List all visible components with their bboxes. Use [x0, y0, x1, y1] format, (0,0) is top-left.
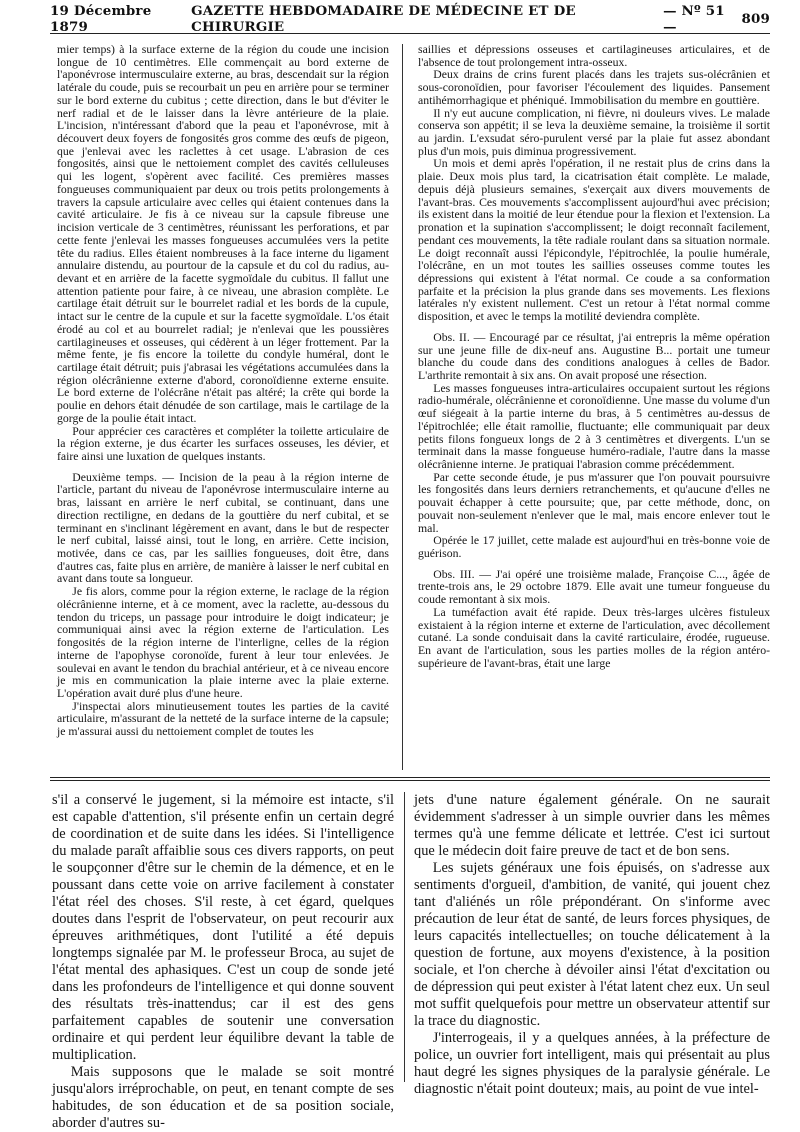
observation-heading-paragraph: Obs. II. — Encouragé par ce résultat, j'ai entrepris la même opération sur une jeune fille de dix-neuf ans. Augustine B... portait une tumeur blanche du coude dans des conditions analogues à celles de Bador. L'arthrite remontait à six ans. On avait proposé une résection.	[418, 330, 770, 382]
paragraph: Pour apprécier ces caractères et compléter la toilette articulaire de la région externe, je dus écarter les surfaces osseuses, les dévier, et faire ainsi une luxation de quelques instants.	[57, 424, 389, 463]
upper-right-column	[418, 44, 770, 671]
paragraph: Il n'y eut aucune complication, ni fièvre, ni douleurs vives. Le malade conserva son appétit; il se leva la deuxième semaine, la troisième il sortit au jardin. L'exsudat séro-purulent versé par la plaie fut assez abondant plus d'un mois, puis diminua progressivement.	[418, 106, 770, 158]
journal-title: GAZETTE HEBDOMADAIRE DE MÉDECINE ET DE CHIRURGIE	[191, 3, 576, 35]
paragraph: saillies et dépressions osseuses et cartilagineuses articulaires, et de l'absence de tout prolongement intra-osseux.	[418, 43, 770, 69]
paragraph: Deux drains de crins furent placés dans les trajets sus-olécrânien et sous-coronoïdien, pour favoriser l'écoulement des liquides. Pansement antihémorrhagique et phéniqué. Immobilisation du membre en gouttière.	[418, 68, 770, 107]
paragraph: Un mois et demi après l'opération, il ne restait plus de crins dans la plaie. Deux mois plus tard, la cicatrisation était complète. Le malade, depuis déjà plusieurs semaines, s'exerçait aux divers mouvements de l'avant-bras. Ces mouvements s'accomplissent aujourd'hui avec précision; ils existent dans la moitié de leur étendue pour la flexion et l'extension. La pronation et la supination s'accomplissent; le doigt reconnaît facilement, pendant ces mouvements, la tête radiale roulant dans sa situation normale. Le doigt reconnaît aussi l'épicondyle, l'épitrochlée, la poulie humérale, l'olécrâne, en un mot toutes les saillies osseuses comme toutes les dépressions qui existent à l'état normal. Ce coude a sa conformation parfaite et la précision la plus grande dans ses movements. Les flexions latérales n'y existent nullement. C'est un retour à l'état normal comme disposition, et avec le temps la motilité deviendra complète.	[418, 157, 770, 324]
paragraph: mier temps) à la surface externe de la région du coude une incision longue de 10 centimètres. Elle commençait au bord externe de l'aponévrose intermusculaire externe, au bras, descendait sur la région latérale du coude, puis se recourbait un peu en arrière pour se terminer sur le bord externe du cubitus ; cette direction, dans le but d'éviter le nerf radial et de le laisser dans la lèvre antérieure de la plaie. L'incision, n'intéressant d'abord que la peau et l'aponévrose, mit à découvert deux foyers de fongosités gros comme des œufs de pigeon, que j'enlevai avec les raclettes à cet usage. L'abrasion de ces fongosités, ainsi que le nettoiement complet des cavités celluleuses qui les logent, s'opèrent avec facilité. Ces premières masses fongueuses communiquaient par deux ou trois petits prolongements à travers la capsule articulaire avec celles qui étaient contenues dans la cavité articulaire. Je fis à ce niveau sur la capsule fibreuse une incision verticale de 3 centimètres, réunissant les perforations, et par cette fente j'enlevai les masses fongueuses accumulées vers la petite tête du radius. Elles étaient nombreuses à la face interne du ligament annulaire distendu, au pourtour de la capsule et du col du radius, au-devant et en arrière de la facette sygmoïdale du cubitus. Il fallut une attention patiente pour faire, à ce niveau, une abrasion complète. Le cartilage était détruit sur le bourrelet radial et les bords de la cupule, intact sur le centre de la cupule et sur la facette sygmoïdale. L'os était érodé au col et au bourrelet radial; je n'enlevai que les poussières cartilagineuses et osseuses, qui cédèrent à un léger frottement. Par la même fente, je fis encore la toilette du condyle huméral, dont le cartilage était détruit; puis j'abrasai les végétations accumulées dans la région olécrânienne externe d'abord, coronoïdienne externe ensuite. Le bord externe de l'olécrâne n'était pas altéré; la crête qui borde la poulie en dehors était dénudée de son cartilage, mais le cartilage de la gorge de la poulie était intact.	[57, 43, 389, 425]
paragraph: Mais supposons que le malade se soit montré jusqu'alors irréprochable, on peut, en tenant compte de ses habitudes, de son éducation et de sa position sociale, aborder d'autres su-	[52, 1064, 394, 1131]
paragraph: J'interrogeais, il y a quelques années, à la préfecture de police, un ouvrier fort intelligent, mais qui présentait au plus haut degré les signes physiques de la paralysie générale. Le diagnostic n'était point douteux; mais, au point de vue intel-	[414, 1030, 770, 1097]
paragraph: Par cette seconde étude, je pus m'assurer que l'on pouvait poursuivre les fongosités dans leurs derniers retranchements, et qu'aucune d'elles ne pouvait échapper à cette poursuite; que, par cette méthode, donc, on pouvait non-seulement n'enlever que le mal, mais encore enlever tout le mal.	[418, 470, 770, 535]
lower-right-column	[414, 792, 770, 1098]
paragraph: jets d'une nature également générale. On ne saurait évidemment s'adresser à un simple ouvrier dans les mêmes termes qu'à une femme délicate et lettrée. C'est ici surtout que le médecin doit faire preuve de tact et de bon sens.	[414, 792, 770, 859]
issue-number: — Nº 51 —	[663, 3, 725, 35]
running-header	[50, 3, 770, 35]
observation-heading-paragraph: Obs. III. — J'ai opéré une troisième malade, Françoise C..., âgée de trente-trois ans, le 29 octobre 1879. Elle avait une tumeur fongueuse du coude remontant à six mois.	[418, 567, 770, 607]
header-rule	[50, 33, 770, 34]
column-divider	[404, 792, 405, 1082]
paragraph: Je fis alors, comme pour la région externe, le raclage de la région olécrânienne interne, et à ce moment, avec la raclette, au-dessous du tendon du triceps, un passage pour introduire le doigt indicateur; je communiquai ainsi avec la région externe de l'articulation. Les fongosités de la région interne de l'interligne, celles de la région interne de l'apophyse coronoïde, furent à leur tour enlevées. Je soulevai en avant le tendon du brachial antérieur, et à ce niveau encore je mis en communication la plaie interne avec la plaie externe. L'opération avait duré plus d'une heure.	[57, 585, 389, 700]
paragraph: s'il a conservé le jugement, si la mémoire est intacte, s'il est capable d'attention, s'il présente enfin un certain degré de coordination et de suite dans les idées. Si l'intelligence du malade paraît affaiblie sous ces divers rapports, on peut le soupçonner d'être sur le chemin de la démence, et en le poussant dans cette voie on arrive facilement à constater l'état réel des choses. S'il reste, à cet égard, quelques doutes dans l'esprit de l'observateur, on peut recourir aux épreuves arithmétiques, dont l'utilité a été depuis longtemps signalée par M. le professeur Broca, au sujet de l'état mental des aphasiques. C'est un coup de sonde jeté dans les profondeurs de l'intelligence et qui donne souvent des résultats très-inattendus; car il est des gens parfaitement capables de soutenir une conversation ordinaire et qui perdent leur équilibre devant la table de multiplication.	[52, 792, 394, 1063]
page-number: 809	[741, 11, 770, 27]
column-divider	[402, 44, 403, 770]
paragraph: Deuxième temps. — Incision de la peau à la région interne de l'article, partant du niveau de l'aponévrose intermusculaire interne au bras, laissant en arrière le nerf cubital, se continuant, dans une direction rectiligne, en dedans de la gouttière du nerf cubital, et se terminant en s'inclinant légèrement en avant, dans le but de respecter le nerf cubital, laissé ainsi, tout le long, en arrière. Cette incision, motivée, dans ce cas, par les saillies fongueuses, doit être, dans d'autres cas, faite plus en arrière, de manière à laisser le nerf cubital en avant dans toute sa longueur.	[57, 470, 389, 586]
lower-left-column	[52, 792, 394, 1132]
paragraph: Opérée le 17 juillet, cette malade est aujourd'hui en très-bonne voie de guérison.	[418, 534, 770, 561]
section-rule	[50, 777, 770, 778]
issue-date: 19 Décembre 1879	[50, 3, 152, 35]
paragraph: La tuméfaction avait été rapide. Deux très-larges ulcères fistuleux existaient à la région interne et externe de l'articulation, avec décollement cutané. La sonde conduisait dans la cavité rarticulaire, érodée, rugueuse. En avant de l'articulation, sous les parties molles de la région antéro-supérieure de l'avant-bras, était une large	[418, 605, 770, 670]
upper-left-column	[57, 44, 389, 739]
paragraph: Les masses fongueuses intra-articulaires occupaient surtout les régions radio-humérale, olécrânienne et coronoïdienne. Une masse du volume d'un œuf siégeait à la partie interne du bras, à 5 centimètres au-dessus de l'épitrochlée; elle était ramollie, fluctuante; elle communiquait par deux petits filons fongueux longs de 2 à 3 centimètres et divergents. L'un se terminait dans la masse fongueuse huméro-radiale, l'autre dans la masse olécrânienne interne. Je pratiquai l'abrasion comme précédemment.	[418, 381, 770, 471]
section-rule	[50, 780, 770, 781]
paragraph: Les sujets généraux une fois épuisés, on s'adresse aux sentiments d'orgueil, d'ambition, de vanité, qui jouent chez tant d'aliénés un rôle prépondérant. On s'informe avec précaution de leur état de santé, de leurs forces physiques, de leurs capacités intellectuelles; on touche délicatement à la question de fortune, aux moyens d'existence, à la position sociale, et l'on cherche à dévoiler ainsi l'état d'excitation ou de dépression qui peut exister à l'état latent chez eux. Un seul mot suffit quelquefois pour mettre un observateur attentif sur la trace du diagnostic.	[414, 860, 770, 1029]
paragraph: J'inspectai alors minutieusement toutes les parties de la cavité articulaire, m'assurant de la netteté de la surface interne de la capsule; je m'assurai aussi du nettoiement complet de toutes les	[57, 699, 389, 739]
